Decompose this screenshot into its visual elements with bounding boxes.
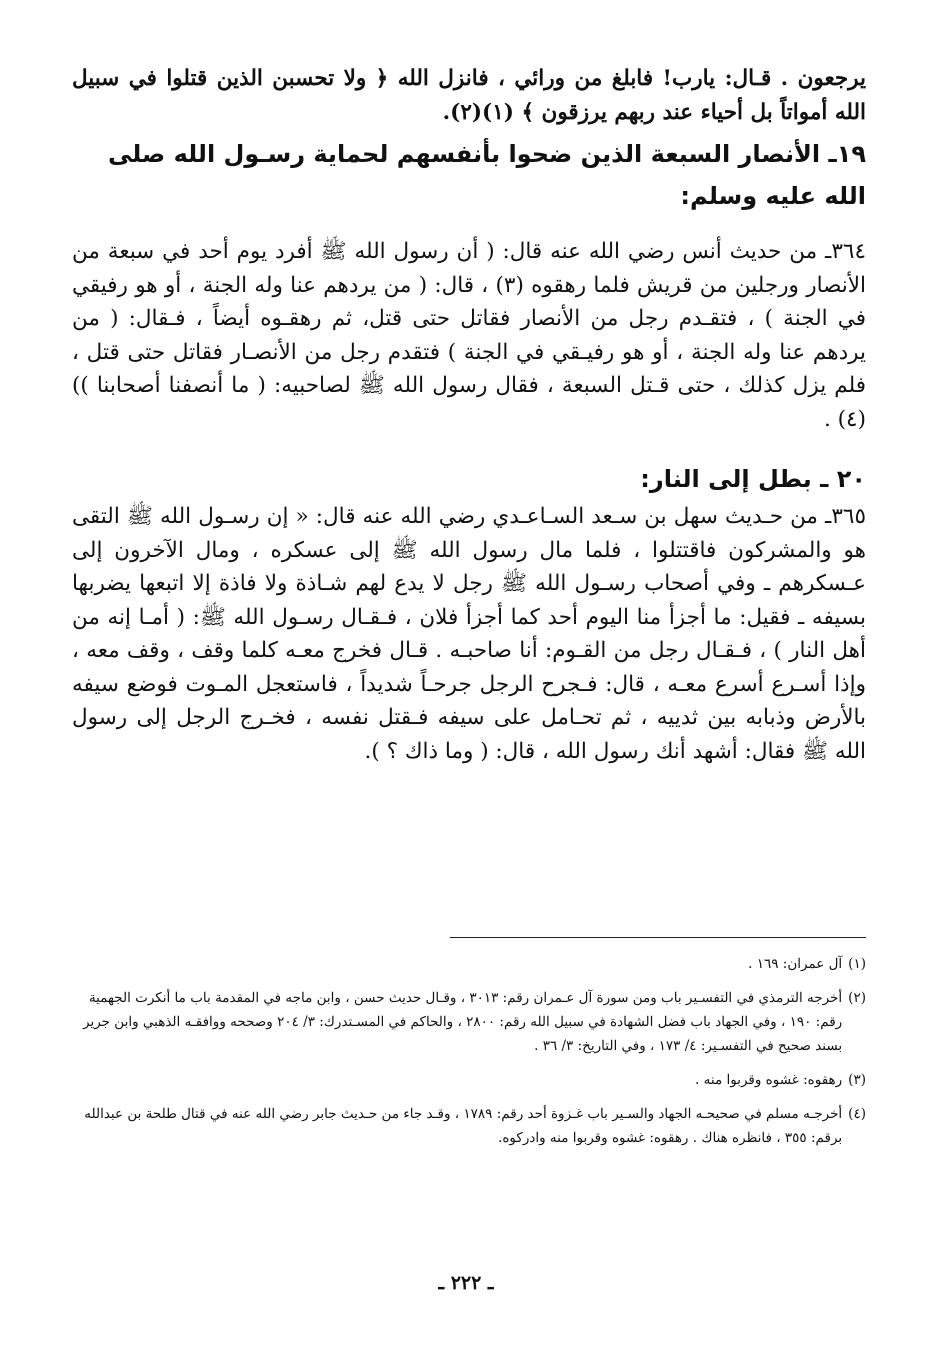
footnote-1 bbox=[72, 952, 866, 976]
footnote-number: (١) bbox=[848, 956, 866, 972]
hadith-365-paragraph: ٣٦٥ـ من حـديث سهل بن سـعد السـاعـدي رضي الله عنه قال: « إن رسـول الله ﷺ التقى هو والمشركون فاقتتلوا ، فلما مال رسول الله ﷺ إلى عسكره ، ومال الآخرون إلى عـسكرهم ـ وفي أصحاب رسـول الله ﷺ رجل لا يدع لهم شـاذة ولا فاذة إلا اتبعها يضربها بسيفه ـ فقيل: ما أجزأ منا اليوم أحد كما أجزأ فلان ، فـقـال رسـول الله ﷺ: ( أمـا إنه من أهل النار ) ، فـقـال رجل من القـوم: أنا صاحبـه . قـال فخرج معـه كلما وقف ، وقف معه ، وإذا أسـرع أسرع معـه ، قال: فـجرح الرجل جرحـاً شديداً ، فاستعجل المـوت فوضع سيفه بالأرض وذبابه بين ثدييه ، ثم تحـامل على سيفه فـقتل نفسه ، فخـرج الرجل إلى رسول الله ﷺ فقال: أشهد أنك رسول الله ، قال: ( وما ذاك ؟ ). bbox=[72, 504, 866, 764]
footnote-text: آل عمران: ١٦٩ . bbox=[748, 956, 843, 972]
footnote-text: أخرجه الترمذي في التفسـير باب ومن سورة آل عـمران رقم: ٣٠١٣ ، وقـال حديث حسن ، وابن ماجه في المقدمة باب ما أنكرت الجهمية رقم: ١٩٠ ، وفي الجهاد باب فضل الشهادة في سبيل الله رقم: ٢٨٠٠ ، والحاكم في المسـتدرك: ٣/ ٢٠٤ وصححه ووافقـه الذهبي وابن جرير بسند صحيح في التفسـير: ٤/ ١٧٣ ، وفي التاريخ: ٣/ ٣٦ . bbox=[83, 990, 843, 1054]
footnote-4 bbox=[72, 1102, 866, 1150]
section-20-heading: ٢٠ ـ بطل إلى النار: bbox=[640, 465, 866, 493]
section-19-heading: ١٩ـ الأنصار السبعة الذين ضحوا بأنفسهم لحماية رسـول الله صلى الله عليه وسلم: bbox=[107, 140, 866, 210]
footnote-number: (٣) bbox=[848, 1072, 866, 1088]
footnote-number: (٢) bbox=[848, 990, 866, 1006]
hadith-364-paragraph: ٣٦٤ـ من حديث أنس رضي الله عنه قال: ( أن رسول الله ﷺ أفرد يوم أحد في سبعة من الأنصار ورجلين من قريش فلما رهقوه (٣) ، قال: ( من يردهم عنا وله الجنة ، أو هو رفيقي في الجنة ) ، فتقـدم رجل من الأنصار فقاتل حتى قتل، ثم رهقـوه أيضاً ، فـقال: ( من يردهم عنا وله الجنة ، أو هو رفيـقي في الجنة ) فتقدم رجل من الأنصـار فقاتل حتى قتل ، فلم يزل كذلك ، حتى قـتل السبعة ، فقال رسول الله ﷺ لصاحبيه: ( ما أنصفنا أصحابنا ))(٤) . bbox=[72, 239, 866, 432]
footnote-2 bbox=[72, 986, 866, 1058]
page-body bbox=[72, 62, 866, 768]
footnote-text: رهقوه: غشوه وقربوا منه . bbox=[695, 1072, 843, 1088]
footnote-number: (٤) bbox=[848, 1106, 866, 1122]
footnote-3 bbox=[72, 1068, 866, 1092]
page-number: ـ ٢٢٢ ـ bbox=[438, 1272, 494, 1294]
footnote-separator bbox=[450, 937, 866, 938]
footnote-text: أخرجـه مسلم في صحيحـه الجهاد والسـير باب غـزوة أحد رقم: ١٧٨٩ ، وقـد جاء من حـديث جابر رضي الله عنه في قتال طلحة بن عبدالله برقم: ٣٥٥ ، فانظره هناك . رهقوه: غشوه وقربوا منه وادركوه. bbox=[84, 1106, 843, 1146]
intro-paragraph: يرجعون . قـال: يارب! فابلغ من ورائي ، فانزل الله ﴿ ولا تحسبن الذين قتلوا في سبيل الله أمواتاً بل أحياء عند ربهم يرزقون ﴾ (١)(٢). bbox=[72, 66, 866, 125]
footnotes bbox=[72, 952, 866, 1150]
